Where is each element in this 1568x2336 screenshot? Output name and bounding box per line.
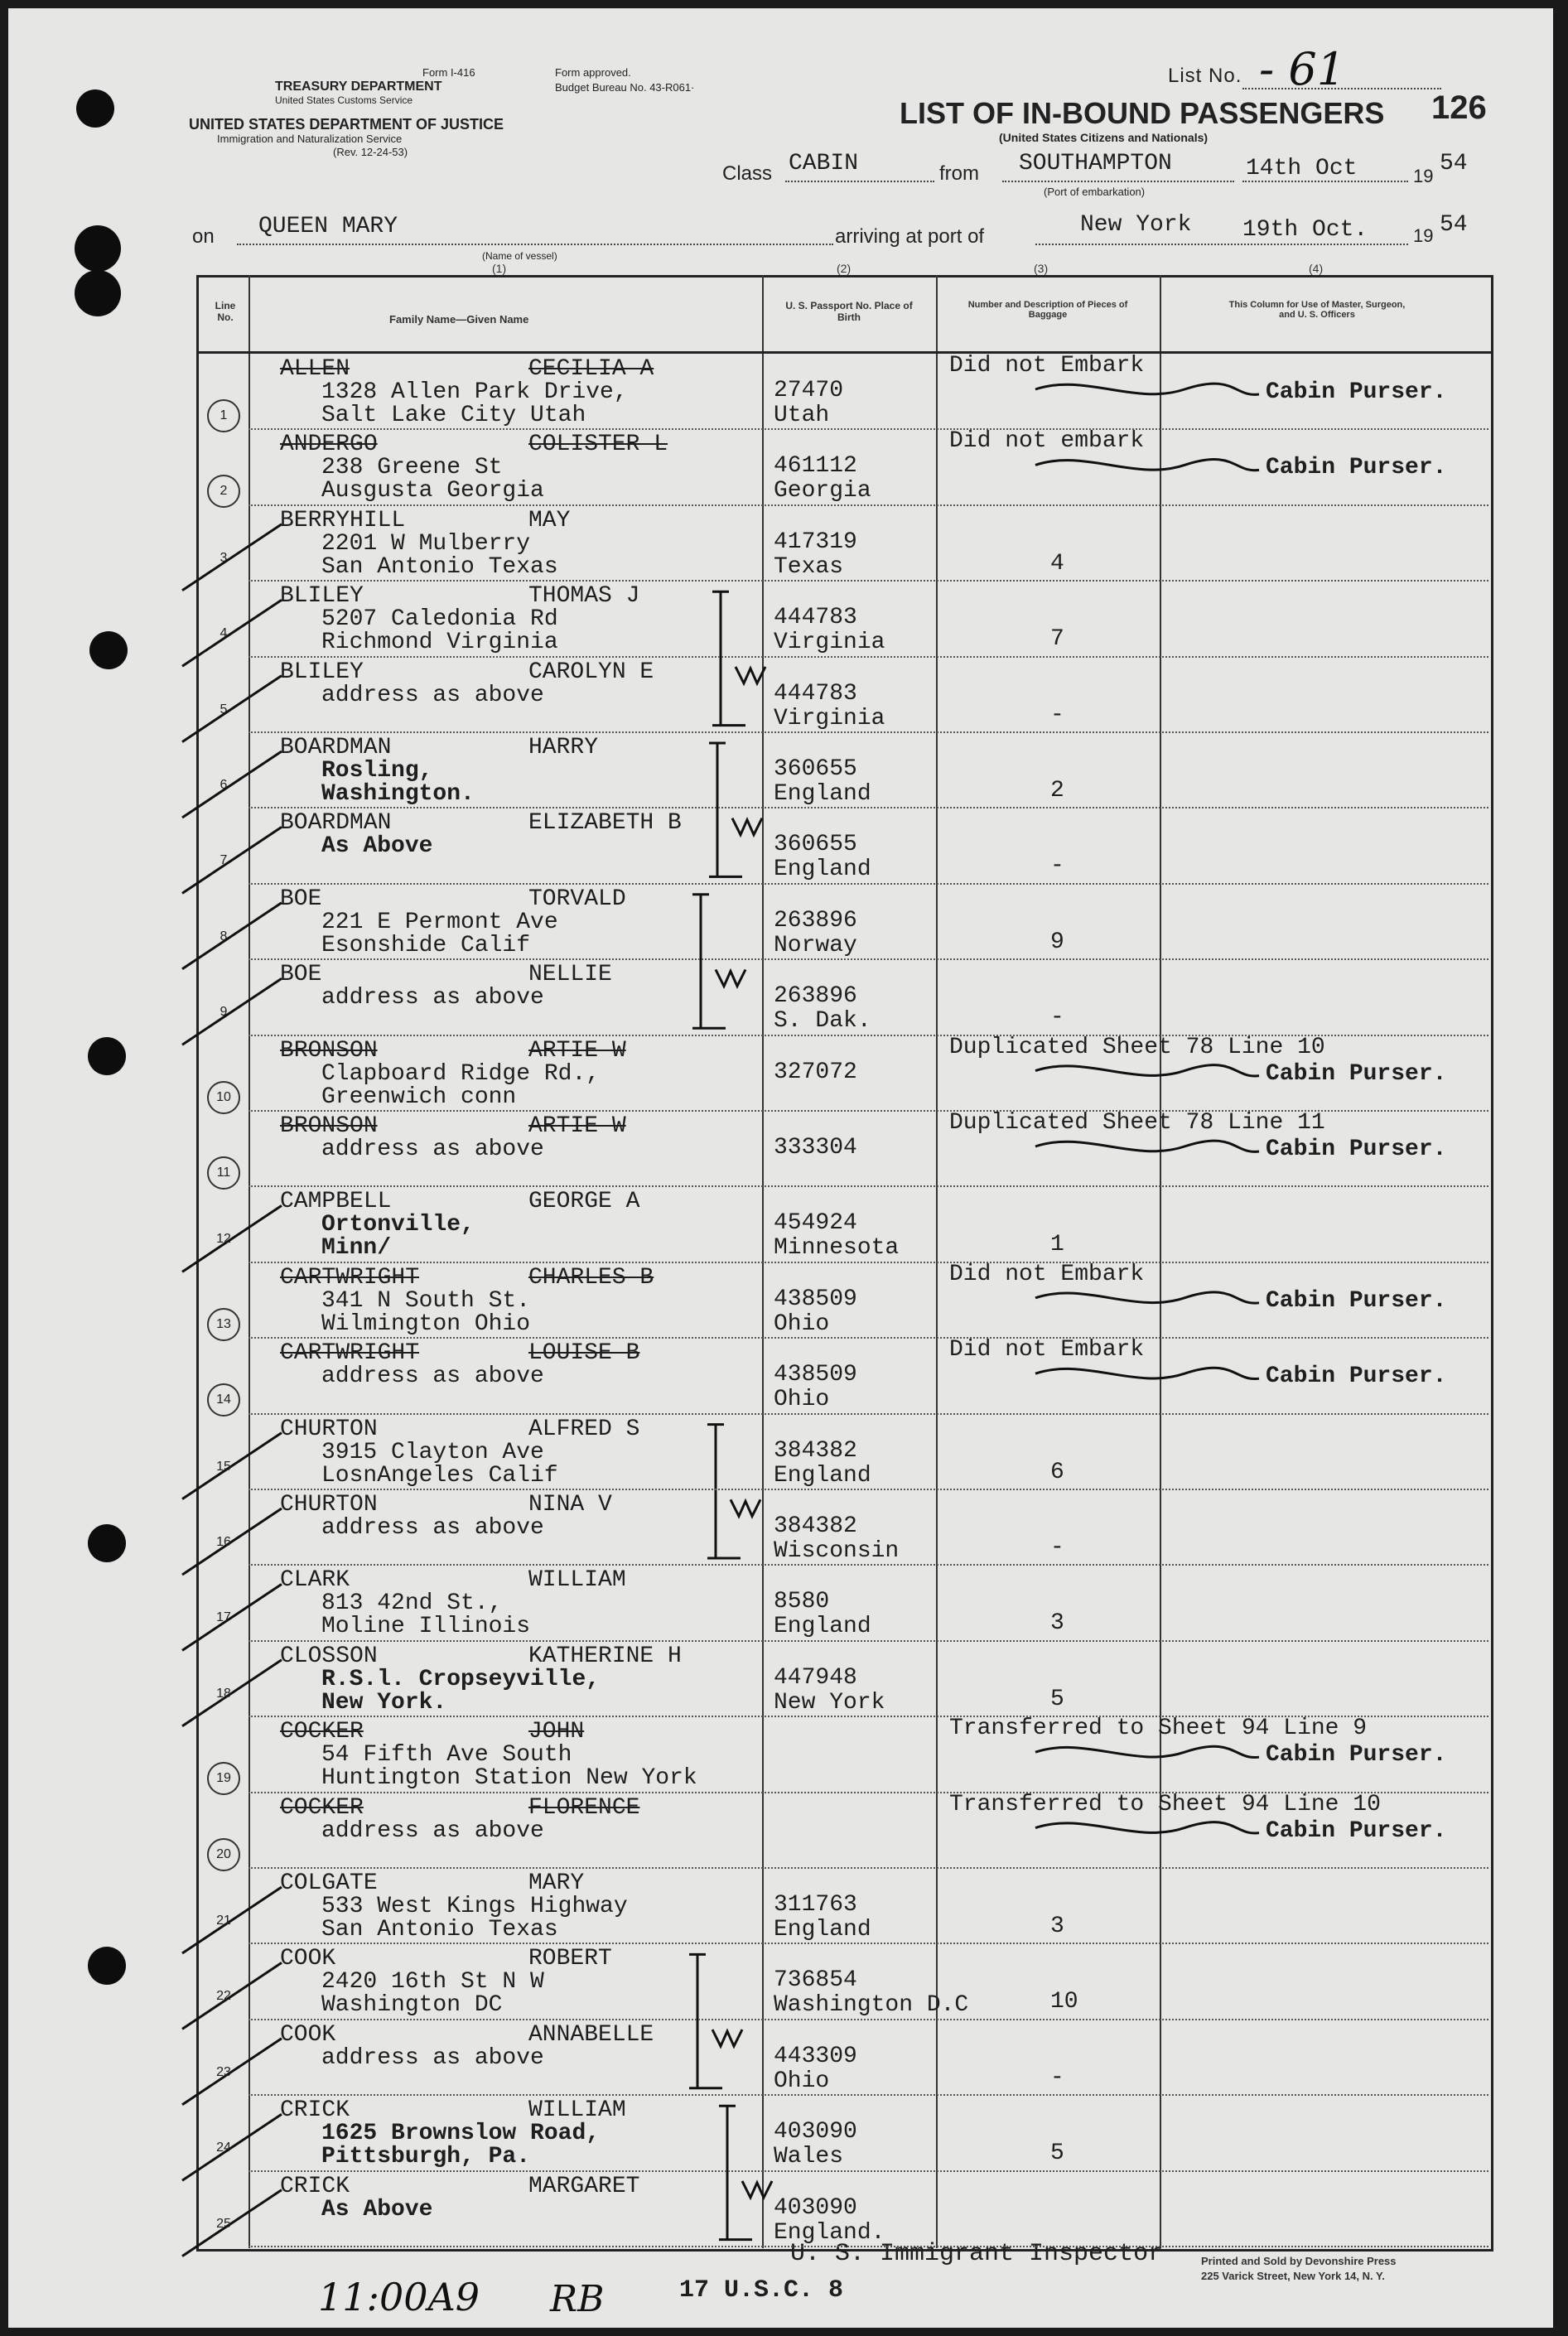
baggage-count: 1 bbox=[1050, 1232, 1064, 1258]
disposition-note: Did not embark bbox=[949, 428, 1145, 455]
family-name: CARTWRIGHT bbox=[280, 1340, 420, 1367]
treasury-dept: TREASURY DEPARTMENT bbox=[275, 80, 442, 94]
disposition-note: Duplicated Sheet 78 Line 11 bbox=[949, 1110, 1325, 1136]
given-name: LOUISE B bbox=[528, 1340, 640, 1367]
family-name: COOK bbox=[280, 2021, 336, 2048]
given-name: ALFRED S bbox=[528, 1416, 640, 1442]
row-divider bbox=[248, 1413, 1488, 1415]
line-number: 25 bbox=[216, 2216, 231, 2231]
family-name: BRONSON bbox=[280, 1037, 378, 1064]
line-number: 3 bbox=[220, 550, 228, 565]
address-line-1: address as above bbox=[321, 1363, 544, 1390]
line-number: 21 bbox=[216, 1914, 231, 1928]
place-of-birth: England bbox=[774, 1462, 871, 1489]
baggage-count: 5 bbox=[1050, 2141, 1064, 2167]
passport-number: 360655 bbox=[774, 832, 857, 858]
place-of-birth: Wales bbox=[774, 2144, 844, 2170]
place-of-birth: Norway bbox=[774, 932, 857, 958]
printer-line-2: 225 Varick Street, New York 14, N. Y. bbox=[1201, 2270, 1385, 2282]
address-line-2: LosnAngeles Calif bbox=[321, 1462, 558, 1489]
place-of-birth: England bbox=[774, 857, 871, 883]
col-header-name: Family Name—Given Name bbox=[389, 313, 529, 326]
handwritten-time: 11:00A9 bbox=[318, 2275, 480, 2319]
given-name: TORVALD bbox=[528, 886, 626, 912]
address-line-1: 2420 16th St N W bbox=[321, 1969, 544, 1996]
baggage-count: 10 bbox=[1050, 1989, 1078, 2015]
family-name: CAMPBELL bbox=[280, 1189, 392, 1215]
family-name: ANDERGO bbox=[280, 432, 378, 458]
baggage-count: - bbox=[1050, 853, 1064, 880]
address-line-1: 813 42nd St., bbox=[321, 1590, 503, 1617]
passport-number: 333304 bbox=[774, 1135, 857, 1161]
address-line-2: Esonshide Calif bbox=[321, 932, 531, 958]
purser-note: Cabin Purser. bbox=[1266, 1060, 1447, 1087]
baggage-count: - bbox=[1050, 2064, 1064, 2091]
col-num-3: (3) bbox=[1034, 262, 1049, 275]
baggage-count: 9 bbox=[1050, 929, 1064, 955]
family-name: BOE bbox=[280, 962, 322, 988]
w-mark bbox=[742, 2181, 772, 2198]
passport-number: 417319 bbox=[774, 528, 857, 555]
address-line-1: 1328 Allen Park Drive, bbox=[321, 379, 628, 405]
given-name: NELLIE bbox=[528, 962, 612, 988]
family-name: COLGATE bbox=[280, 1870, 378, 1896]
passport-number: 384382 bbox=[774, 1437, 857, 1464]
revision: (Rev. 12-24-53) bbox=[333, 146, 408, 158]
disposition-note: Duplicated Sheet 78 Line 10 bbox=[949, 1034, 1325, 1060]
disposition-note: Transferred to Sheet 94 Line 10 bbox=[949, 1791, 1381, 1817]
year-prefix: 19 bbox=[1413, 166, 1434, 186]
given-name: MARGARET bbox=[528, 2173, 640, 2199]
col-header-officers: This Column for Use of Master, Surgeon, and U. S. Officers bbox=[1228, 300, 1406, 320]
given-name: JOHN bbox=[528, 1719, 585, 1745]
purser-note: Cabin Purser. bbox=[1266, 1742, 1447, 1769]
line-number: 11 bbox=[207, 1156, 240, 1190]
place-of-birth: Utah bbox=[774, 403, 830, 428]
baggage-count: 3 bbox=[1050, 1610, 1064, 1637]
address-line-2: Salt Lake City Utah bbox=[321, 403, 586, 428]
col-header-baggage: Number and Description of Pieces of Baggage bbox=[967, 300, 1128, 320]
family-name: BERRYHILL bbox=[280, 507, 406, 533]
line-number: 17 bbox=[216, 1610, 231, 1625]
passport-number: 311763 bbox=[774, 1892, 857, 1918]
given-name: NINA V bbox=[528, 1492, 612, 1518]
disposition-note: Did not Embark bbox=[949, 1337, 1145, 1363]
family-name: BOARDMAN bbox=[280, 735, 392, 760]
line-number: 20 bbox=[207, 1838, 240, 1871]
line-number: 14 bbox=[207, 1383, 240, 1417]
given-name: MARY bbox=[528, 1870, 585, 1896]
passport-number: 454924 bbox=[774, 1210, 857, 1237]
row-divider bbox=[248, 1867, 1488, 1869]
line-number: 16 bbox=[216, 1535, 231, 1549]
address-line-1: address as above bbox=[321, 1817, 544, 1844]
given-name: ARTIE W bbox=[528, 1037, 626, 1064]
passport-number: 27470 bbox=[774, 378, 844, 403]
port-embark-label: (Port of embarkation) bbox=[1044, 186, 1146, 198]
family-name: CARTWRIGHT bbox=[280, 1264, 420, 1291]
family-name: COOK bbox=[280, 1946, 336, 1972]
address-line-1: address as above bbox=[321, 2044, 544, 2071]
place-of-birth: Minnesota bbox=[774, 1235, 900, 1262]
given-name: ARTIE W bbox=[528, 1113, 626, 1139]
baggage-count: - bbox=[1050, 1005, 1064, 1031]
line-number: 12 bbox=[216, 1232, 231, 1247]
address-line-2: Washington. bbox=[321, 781, 475, 807]
family-name: ALLEN bbox=[280, 356, 350, 382]
address-line-1: Clapboard Ridge Rd., bbox=[321, 1060, 601, 1087]
given-name: WILLIAM bbox=[528, 2097, 626, 2124]
line-number: 24 bbox=[216, 2141, 231, 2155]
form-number: Form I-416 bbox=[422, 66, 475, 79]
document-subtitle: (United States Citizens and Nationals) bbox=[999, 131, 1209, 144]
line-number: 4 bbox=[220, 626, 228, 641]
given-name: THOMAS J bbox=[528, 583, 640, 610]
address-line-2: Ausgusta Georgia bbox=[321, 478, 544, 504]
address-line-2: Huntington Station New York bbox=[321, 1765, 697, 1792]
row-divider bbox=[248, 428, 1488, 430]
baggage-count: 5 bbox=[1050, 1686, 1064, 1712]
place-of-birth: Ohio bbox=[774, 1387, 830, 1413]
purser-signature bbox=[1035, 1065, 1259, 1076]
place-of-birth: Washington D.C bbox=[774, 1992, 969, 2019]
family-bracket bbox=[692, 895, 726, 1028]
given-name: COLISTER L bbox=[528, 432, 668, 458]
given-name: GEORGE A bbox=[528, 1189, 640, 1215]
address-line-1: R.S.l. Cropseyville, bbox=[321, 1666, 601, 1692]
family-bracket bbox=[707, 1425, 741, 1558]
passport-number: 438509 bbox=[774, 1362, 857, 1388]
row-divider bbox=[248, 1337, 1488, 1339]
row-divider bbox=[248, 1262, 1488, 1263]
purser-note: Cabin Purser. bbox=[1266, 1287, 1447, 1314]
row-divider bbox=[248, 1943, 1488, 1944]
row-divider bbox=[248, 2246, 1488, 2247]
line-number: 13 bbox=[207, 1308, 240, 1341]
vessel-label: (Name of vessel) bbox=[482, 250, 557, 262]
line-number: 8 bbox=[220, 929, 228, 944]
family-name: BOE bbox=[280, 886, 322, 912]
given-name: ROBERT bbox=[528, 1946, 612, 1972]
place-of-birth: Wisconsin bbox=[774, 1538, 900, 1564]
address-line-2: Moline Illinois bbox=[321, 1614, 531, 1640]
family-name: CRICK bbox=[280, 2097, 350, 2124]
budget-bureau: Budget Bureau No. 43-R061· bbox=[555, 81, 695, 94]
address-line-1: 2201 W Mulberry bbox=[321, 530, 531, 557]
address-line-2: Richmond Virginia bbox=[321, 630, 558, 656]
w-mark bbox=[712, 2030, 742, 2046]
family-name: CLOSSON bbox=[280, 1643, 378, 1669]
given-name: CAROLYN E bbox=[528, 659, 654, 685]
address-line-2: Greenwich conn bbox=[321, 1084, 517, 1110]
passport-number: 360655 bbox=[774, 756, 857, 782]
col-num-4: (4) bbox=[1309, 262, 1324, 275]
stamp-text: 17 U.S.C. 8 bbox=[679, 2276, 844, 2305]
purser-signature bbox=[1035, 1141, 1259, 1151]
vessel-name: QUEEN MARY bbox=[258, 214, 398, 239]
document-title: LIST OF IN-BOUND PASSENGERS bbox=[900, 96, 1385, 130]
line-number: 15 bbox=[216, 1459, 231, 1474]
passport-number: 444783 bbox=[774, 680, 857, 707]
address-line-1: Ortonville, bbox=[321, 1212, 475, 1238]
family-name: CHURTON bbox=[280, 1416, 378, 1442]
passport-number: 384382 bbox=[774, 1513, 857, 1539]
line-number: 19 bbox=[207, 1762, 240, 1795]
given-name: CECILIA A bbox=[528, 356, 654, 382]
row-divider bbox=[248, 1185, 1488, 1187]
row-divider bbox=[248, 656, 1488, 658]
passport-number: 736854 bbox=[774, 1967, 857, 1994]
list-no-handwritten: - 61 bbox=[1259, 43, 1346, 95]
address-line-1: address as above bbox=[321, 682, 544, 708]
place-of-birth: S. Dak. bbox=[774, 1008, 871, 1035]
passenger-manifest-sheet bbox=[8, 8, 1553, 2328]
col-num-1: (1) bbox=[492, 262, 507, 275]
row-divider bbox=[248, 2019, 1488, 2020]
line-number: 5 bbox=[220, 702, 228, 717]
given-name: CHARLES B bbox=[528, 1264, 654, 1291]
line-number: 6 bbox=[220, 778, 228, 792]
place-of-birth: England bbox=[774, 781, 871, 807]
embark-port: SOUTHAMPTON bbox=[1019, 151, 1172, 176]
family-bracket bbox=[689, 1954, 722, 2087]
purser-signature bbox=[1035, 384, 1259, 394]
page-number: 126 bbox=[1431, 89, 1487, 126]
from-label: from bbox=[939, 162, 979, 185]
address-line-1: address as above bbox=[321, 985, 544, 1011]
baggage-count: 4 bbox=[1050, 550, 1064, 577]
passport-number: 438509 bbox=[774, 1286, 857, 1312]
year-prefix-2: 19 bbox=[1413, 225, 1434, 246]
place-of-birth: Virginia bbox=[774, 705, 885, 731]
passport-number: 327072 bbox=[774, 1059, 857, 1085]
list-no-label: List No. bbox=[1168, 65, 1242, 87]
passport-number: 443309 bbox=[774, 2043, 857, 2069]
family-name: COCKER bbox=[280, 1794, 364, 1821]
form-approved: Form approved. bbox=[555, 66, 631, 79]
on-label: on bbox=[192, 225, 215, 248]
row-divider bbox=[248, 807, 1488, 808]
departure-date: 14th Oct bbox=[1246, 156, 1358, 181]
w-mark bbox=[736, 667, 765, 683]
row-divider bbox=[248, 2170, 1488, 2172]
address-line-1: Rosling, bbox=[321, 758, 433, 784]
given-name: HARRY bbox=[528, 735, 599, 760]
purser-note: Cabin Purser. bbox=[1266, 379, 1447, 405]
w-mark bbox=[716, 970, 745, 987]
passport-number: 263896 bbox=[774, 983, 857, 1010]
purser-signature bbox=[1035, 459, 1259, 470]
col-header-line-no: Line No. bbox=[215, 300, 236, 323]
given-name: KATHERINE H bbox=[528, 1643, 682, 1669]
address-line-2: San Antonio Texas bbox=[321, 553, 558, 580]
place-of-birth: Ohio bbox=[774, 2068, 830, 2094]
purser-note: Cabin Purser. bbox=[1266, 1137, 1447, 1162]
family-name: BRONSON bbox=[280, 1113, 378, 1139]
address-line-1: 5207 Caledonia Rd bbox=[321, 606, 558, 633]
place-of-birth: Texas bbox=[774, 553, 844, 580]
baggage-count: - bbox=[1050, 1535, 1064, 1561]
arrival-port: New York bbox=[1080, 212, 1192, 238]
address-line-1: 221 E Permont Ave bbox=[321, 909, 558, 935]
line-number: 10 bbox=[207, 1081, 240, 1114]
passport-number: 403090 bbox=[774, 2194, 857, 2221]
row-divider bbox=[248, 958, 1488, 960]
family-bracket bbox=[719, 2106, 752, 2239]
ins-service: Immigration and Naturalization Service bbox=[217, 133, 403, 145]
baggage-count: - bbox=[1050, 702, 1064, 728]
address-line-2: Minn/ bbox=[321, 1235, 392, 1262]
baggage-count: 7 bbox=[1050, 626, 1064, 653]
family-name: CHURTON bbox=[280, 1492, 378, 1518]
line-number: 1 bbox=[207, 399, 240, 432]
arrival-date: 19th Oct. bbox=[1242, 217, 1368, 243]
address-line-2: San Antonio Texas bbox=[321, 1917, 558, 1943]
address-line-2: Pittsburgh, Pa. bbox=[321, 2144, 531, 2170]
place-of-birth: England bbox=[774, 1917, 871, 1943]
family-name: BLILEY bbox=[280, 583, 364, 610]
address-line-1: 1625 Brownslow Road, bbox=[321, 2121, 601, 2147]
departure-year: 54 bbox=[1440, 151, 1468, 176]
row-divider bbox=[248, 1564, 1488, 1566]
purser-signature bbox=[1035, 1368, 1259, 1378]
col-num-2: (2) bbox=[837, 262, 852, 275]
line-number: 2 bbox=[207, 475, 240, 508]
address-line-1: 341 N South St. bbox=[321, 1287, 531, 1314]
address-line-1: As Above bbox=[321, 833, 433, 860]
address-line-1: 54 Fifth Ave South bbox=[321, 1742, 572, 1769]
address-line-1: 3915 Clayton Ave bbox=[321, 1439, 544, 1465]
place-of-birth: Georgia bbox=[774, 478, 871, 504]
baggage-count: 6 bbox=[1050, 1459, 1064, 1485]
address-line-1: address as above bbox=[321, 1515, 544, 1541]
printer-line-1: Printed and Sold by Devonshire Press bbox=[1201, 2255, 1397, 2267]
family-name: BOARDMAN bbox=[280, 810, 392, 837]
given-name: FLORENCE bbox=[528, 1794, 640, 1821]
row-divider bbox=[248, 2094, 1488, 2096]
line-number: 18 bbox=[216, 1686, 231, 1701]
row-divider bbox=[248, 883, 1488, 885]
purser-signature bbox=[1035, 1292, 1259, 1303]
passport-number: 263896 bbox=[774, 907, 857, 934]
line-number: 23 bbox=[216, 2064, 231, 2079]
class-label: Class bbox=[722, 162, 773, 185]
address-line-1: 533 West Kings Highway bbox=[321, 1894, 628, 1919]
inspector-signature: RB bbox=[550, 2278, 605, 2320]
address-line-1: As Above bbox=[321, 2196, 433, 2223]
purser-note: Cabin Purser. bbox=[1266, 1363, 1447, 1390]
passport-number: 444783 bbox=[774, 605, 857, 631]
line-number: 7 bbox=[220, 853, 228, 868]
baggage-count: 3 bbox=[1050, 1914, 1064, 1939]
row-divider bbox=[248, 580, 1488, 582]
family-name: CLARK bbox=[280, 1567, 350, 1594]
address-line-2: Wilmington Ohio bbox=[321, 1310, 531, 1337]
place-of-birth: Virginia bbox=[774, 630, 885, 656]
family-bracket bbox=[712, 591, 745, 725]
passport-number: 8580 bbox=[774, 1589, 830, 1615]
address-line-2: New York. bbox=[321, 1689, 447, 1716]
w-mark bbox=[731, 1499, 760, 1516]
purser-signature bbox=[1035, 1746, 1259, 1757]
address-line-1: 238 Greene St bbox=[321, 455, 503, 481]
given-name: ANNABELLE bbox=[528, 2021, 654, 2048]
place-of-birth: Ohio bbox=[774, 1310, 830, 1337]
line-number: 22 bbox=[216, 1989, 231, 2004]
class-value: CABIN bbox=[789, 151, 859, 176]
family-name: CRICK bbox=[280, 2173, 350, 2199]
arrival-year: 54 bbox=[1440, 212, 1468, 238]
place-of-birth: England. bbox=[774, 2219, 885, 2246]
purser-signature bbox=[1035, 1822, 1259, 1833]
line-number: 9 bbox=[220, 1005, 228, 1020]
row-divider bbox=[248, 504, 1488, 506]
row-divider bbox=[248, 731, 1488, 733]
disposition-note: Transferred to Sheet 94 Line 9 bbox=[949, 1716, 1368, 1742]
arriving-label: arriving at port of bbox=[835, 225, 985, 248]
given-name: MAY bbox=[528, 507, 571, 533]
place-of-birth: England bbox=[774, 1614, 871, 1640]
customs-service: United States Customs Service bbox=[275, 94, 413, 106]
family-name: COCKER bbox=[280, 1719, 364, 1745]
given-name: WILLIAM bbox=[528, 1567, 626, 1594]
family-name: BLILEY bbox=[280, 659, 364, 685]
passport-number: 447948 bbox=[774, 1664, 857, 1691]
purser-note: Cabin Purser. bbox=[1266, 1817, 1447, 1844]
inspector-label: U. S. Immigrant Inspector bbox=[790, 2240, 1164, 2268]
col-header-passport: U. S. Passport No. Place of Birth bbox=[785, 300, 913, 323]
passport-number: 461112 bbox=[774, 453, 857, 480]
disposition-note: Did not Embark bbox=[949, 353, 1145, 379]
purser-note: Cabin Purser. bbox=[1266, 455, 1447, 481]
disposition-note: Did not Embark bbox=[949, 1261, 1145, 1287]
given-name: ELIZABETH B bbox=[528, 810, 682, 837]
family-bracket bbox=[709, 743, 742, 876]
passport-number: 403090 bbox=[774, 2119, 857, 2145]
row-divider bbox=[248, 1489, 1488, 1490]
justice-dept: UNITED STATES DEPARTMENT OF JUSTICE bbox=[189, 116, 504, 133]
row-divider bbox=[248, 1640, 1488, 1642]
address-line-1: address as above bbox=[321, 1137, 544, 1162]
place-of-birth: New York bbox=[774, 1689, 885, 1716]
address-line-2: Washington DC bbox=[321, 1992, 503, 2019]
baggage-count: 2 bbox=[1050, 778, 1064, 804]
w-mark bbox=[732, 818, 762, 835]
